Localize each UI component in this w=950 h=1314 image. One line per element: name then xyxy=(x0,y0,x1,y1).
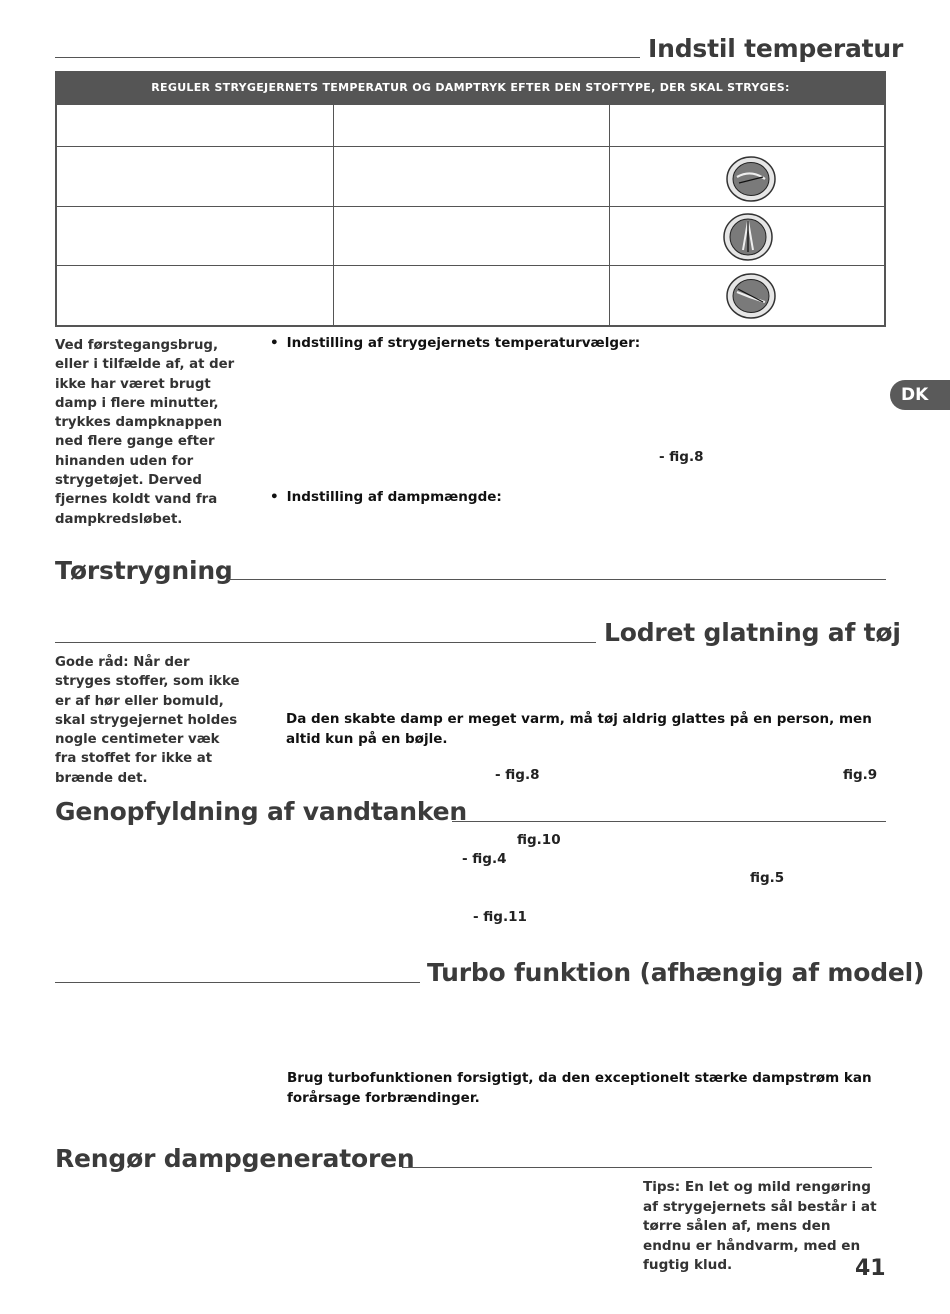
bullet-steam-setting: • Indstilling af dampmængde: xyxy=(270,489,502,505)
page-number: 41 xyxy=(855,1256,886,1281)
fig9-ref: fig.9 xyxy=(843,767,878,783)
dial-low-icon xyxy=(725,155,777,203)
title-rule xyxy=(228,579,886,580)
dial-mid-icon xyxy=(722,212,774,262)
section-title-cleaning: Rengør dampgeneratoren xyxy=(55,1144,415,1173)
warning-turbo: Brug turbofunktionen forsigtigt, da den exceptionelt stærke dampstrøm kan forårsage forbrændinger. xyxy=(287,1070,872,1106)
fig8-ref-temperature: - fig.8 xyxy=(659,449,704,465)
table-header: REGULER STRYGEJERNETS TEMPERATUR OG DAMPTRYK EFTER DEN STOFTYPE, DER SKAL STRYGES: xyxy=(55,71,886,105)
section-title-vertical-steam: Lodret glatning af tøj xyxy=(604,618,901,647)
title-rule xyxy=(452,821,886,822)
warning-vertical-steam: Da den skabte damp er meget varm, må tøj aldrig glattes på en person, men altid kun på en bøjle. xyxy=(286,711,872,747)
title-rule xyxy=(55,57,640,58)
temperature-table xyxy=(55,105,886,327)
side-note-first-use: Ved førstegangsbrug, eller i tilfælde af, at der ikke har været brugt damp i flere minutter, trykkes dampknappen ned flere gange efter hinanden uden for strygetøjet. Derved fjernes koldt vand fra dampkredsløbet. xyxy=(55,338,235,527)
fig5-ref: fig.5 xyxy=(750,870,785,886)
fig8-ref-vertical: - fig.8 xyxy=(495,767,540,783)
fig11-ref: - fig.11 xyxy=(473,909,527,925)
side-note-tips: Gode råd: Når der stryges stoffer, som ikke er af hør eller bomuld, skal strygejernet holdes nogle centimeter væk fra stoffet for ikke at brænde det. xyxy=(55,655,240,786)
section-title-dry-ironing: Tørstrygning xyxy=(55,556,233,585)
title-rule xyxy=(55,982,420,983)
section-title-temperature: Indstil temperatur xyxy=(648,34,904,63)
section-title-refill: Genopfyldning af vandtanken xyxy=(55,797,467,826)
title-rule xyxy=(402,1167,872,1168)
title-rule xyxy=(55,642,596,643)
fig4-ref: - fig.4 xyxy=(462,851,507,867)
dial-high-icon xyxy=(725,272,777,320)
tip-cleaning: Tips: En let og mild rengøring af strygejernets sål består i at tørre sålen af, mens den endnu er håndvarm, med en fugtig klud. xyxy=(643,1179,877,1273)
bullet-dot: • xyxy=(270,489,279,505)
fig10-ref: fig.10 xyxy=(517,832,561,848)
section-title-turbo: Turbo funktion (afhængig af model) xyxy=(427,958,925,987)
bullet-dot: • xyxy=(270,335,279,351)
bullet-temperature-setting: • Indstilling af strygejernets temperaturvælger: xyxy=(270,335,641,351)
language-tab: DK xyxy=(890,380,950,410)
